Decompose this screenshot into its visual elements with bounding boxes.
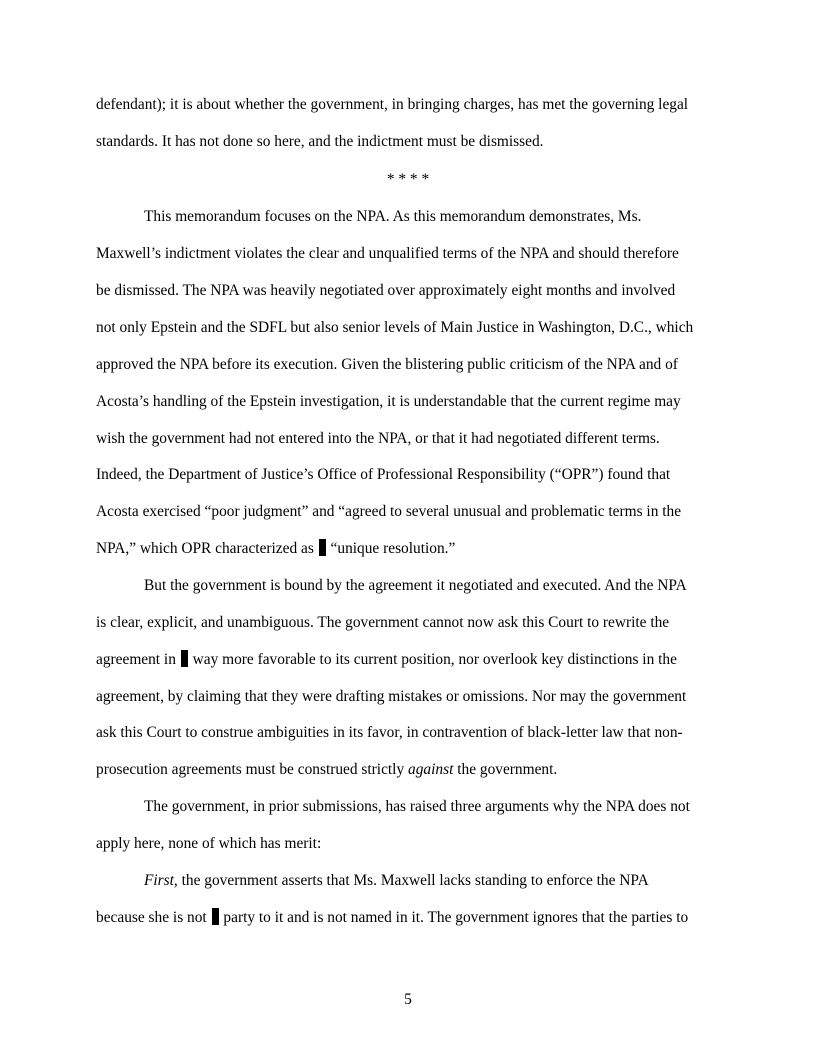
text-segment: because she is not: [96, 909, 207, 926]
paragraph-1-line-7: wish the government had not entered into the NPA, or that it had negotiated different terms.: [96, 430, 660, 447]
emphasis-text: against: [408, 761, 454, 778]
paragraph-3-line-1: The government, in prior submissions, has raised three arguments why the NPA does not: [144, 798, 690, 815]
redaction-box: [181, 650, 188, 667]
section-separator: * * * *: [386, 171, 430, 188]
paragraph-0-line-2: standards. It has not done so here, and the indictment must be dismissed.: [96, 133, 544, 150]
text-segment: way more favorable to its current position, nor overlook key distinctions in the: [192, 651, 677, 668]
paragraph-2-line-2: is clear, explicit, and unambiguous. The government cannot now ask this Court to rewrite the: [96, 614, 670, 631]
paragraph-2-line-3: [96, 650, 677, 670]
paragraph-1-line-5: approved the NPA before its execution. Given the blistering public criticism of the NPA and of: [96, 356, 678, 373]
paragraph-2-line-1: But the government is bound by the agreement it negotiated and executed. And the NPA: [144, 577, 687, 594]
text-segment: “unique resolution.”: [330, 540, 456, 557]
emphasis-text: First,: [144, 872, 178, 889]
text-segment: NPA,” which OPR characterized as: [96, 540, 314, 557]
paragraph-2-line-4: agreement, by claiming that they were drafting mistakes or omissions. Nor may the government: [96, 688, 687, 705]
text-segment: party to it and is not named in it. The government ignores that the parties to: [223, 909, 689, 926]
paragraph-1-line-10: [96, 539, 455, 559]
text-segment: prosecution agreements must be construed strictly: [96, 761, 405, 778]
paragraph-4-line-2: [96, 908, 688, 928]
paragraph-1-line-2: Maxwell’s indictment violates the clear and unqualified terms of the NPA and should therefore: [96, 245, 679, 262]
paragraph-2-line-5: ask this Court to construe ambiguities in its favor, in contravention of black-letter law that non-: [96, 724, 683, 741]
paragraph-1-line-3: be dismissed. The NPA was heavily negotiated over approximately eight months and involved: [96, 282, 676, 299]
paragraph-4-line-1: [144, 871, 649, 891]
text-segment: the government asserts that Ms. Maxwell lacks standing to enforce the NPA: [181, 872, 649, 889]
paragraph-1-line-9: Acosta exercised “poor judgment” and “agreed to several unusual and problematic terms in the: [96, 503, 682, 520]
text-segment: agreement in: [96, 651, 176, 668]
paragraph-1-line-1: This memorandum focuses on the NPA. As this memorandum demonstrates, Ms.: [144, 208, 642, 225]
paragraph-1-line-4: not only Epstein and the SDFL but also senior levels of Main Justice in Washington, D.C., which: [96, 319, 694, 336]
paragraph-2-line-6: [96, 760, 557, 780]
page-number: 5: [404, 991, 412, 1008]
redaction-box: [319, 539, 326, 556]
text-segment: the government.: [457, 761, 558, 778]
paragraph-0-line-1: defendant); it is about whether the government, in bringing charges, has met the governing legal: [96, 96, 689, 113]
paragraph-3-line-2: apply here, none of which has merit:: [96, 835, 322, 852]
redaction-box: [212, 908, 219, 925]
paragraph-1-line-8: Indeed, the Department of Justice’s Office of Professional Responsibility (“OPR”) found that: [96, 466, 671, 483]
paragraph-1-line-6: Acosta’s handling of the Epstein investigation, it is understandable that the current regime may: [96, 393, 681, 410]
